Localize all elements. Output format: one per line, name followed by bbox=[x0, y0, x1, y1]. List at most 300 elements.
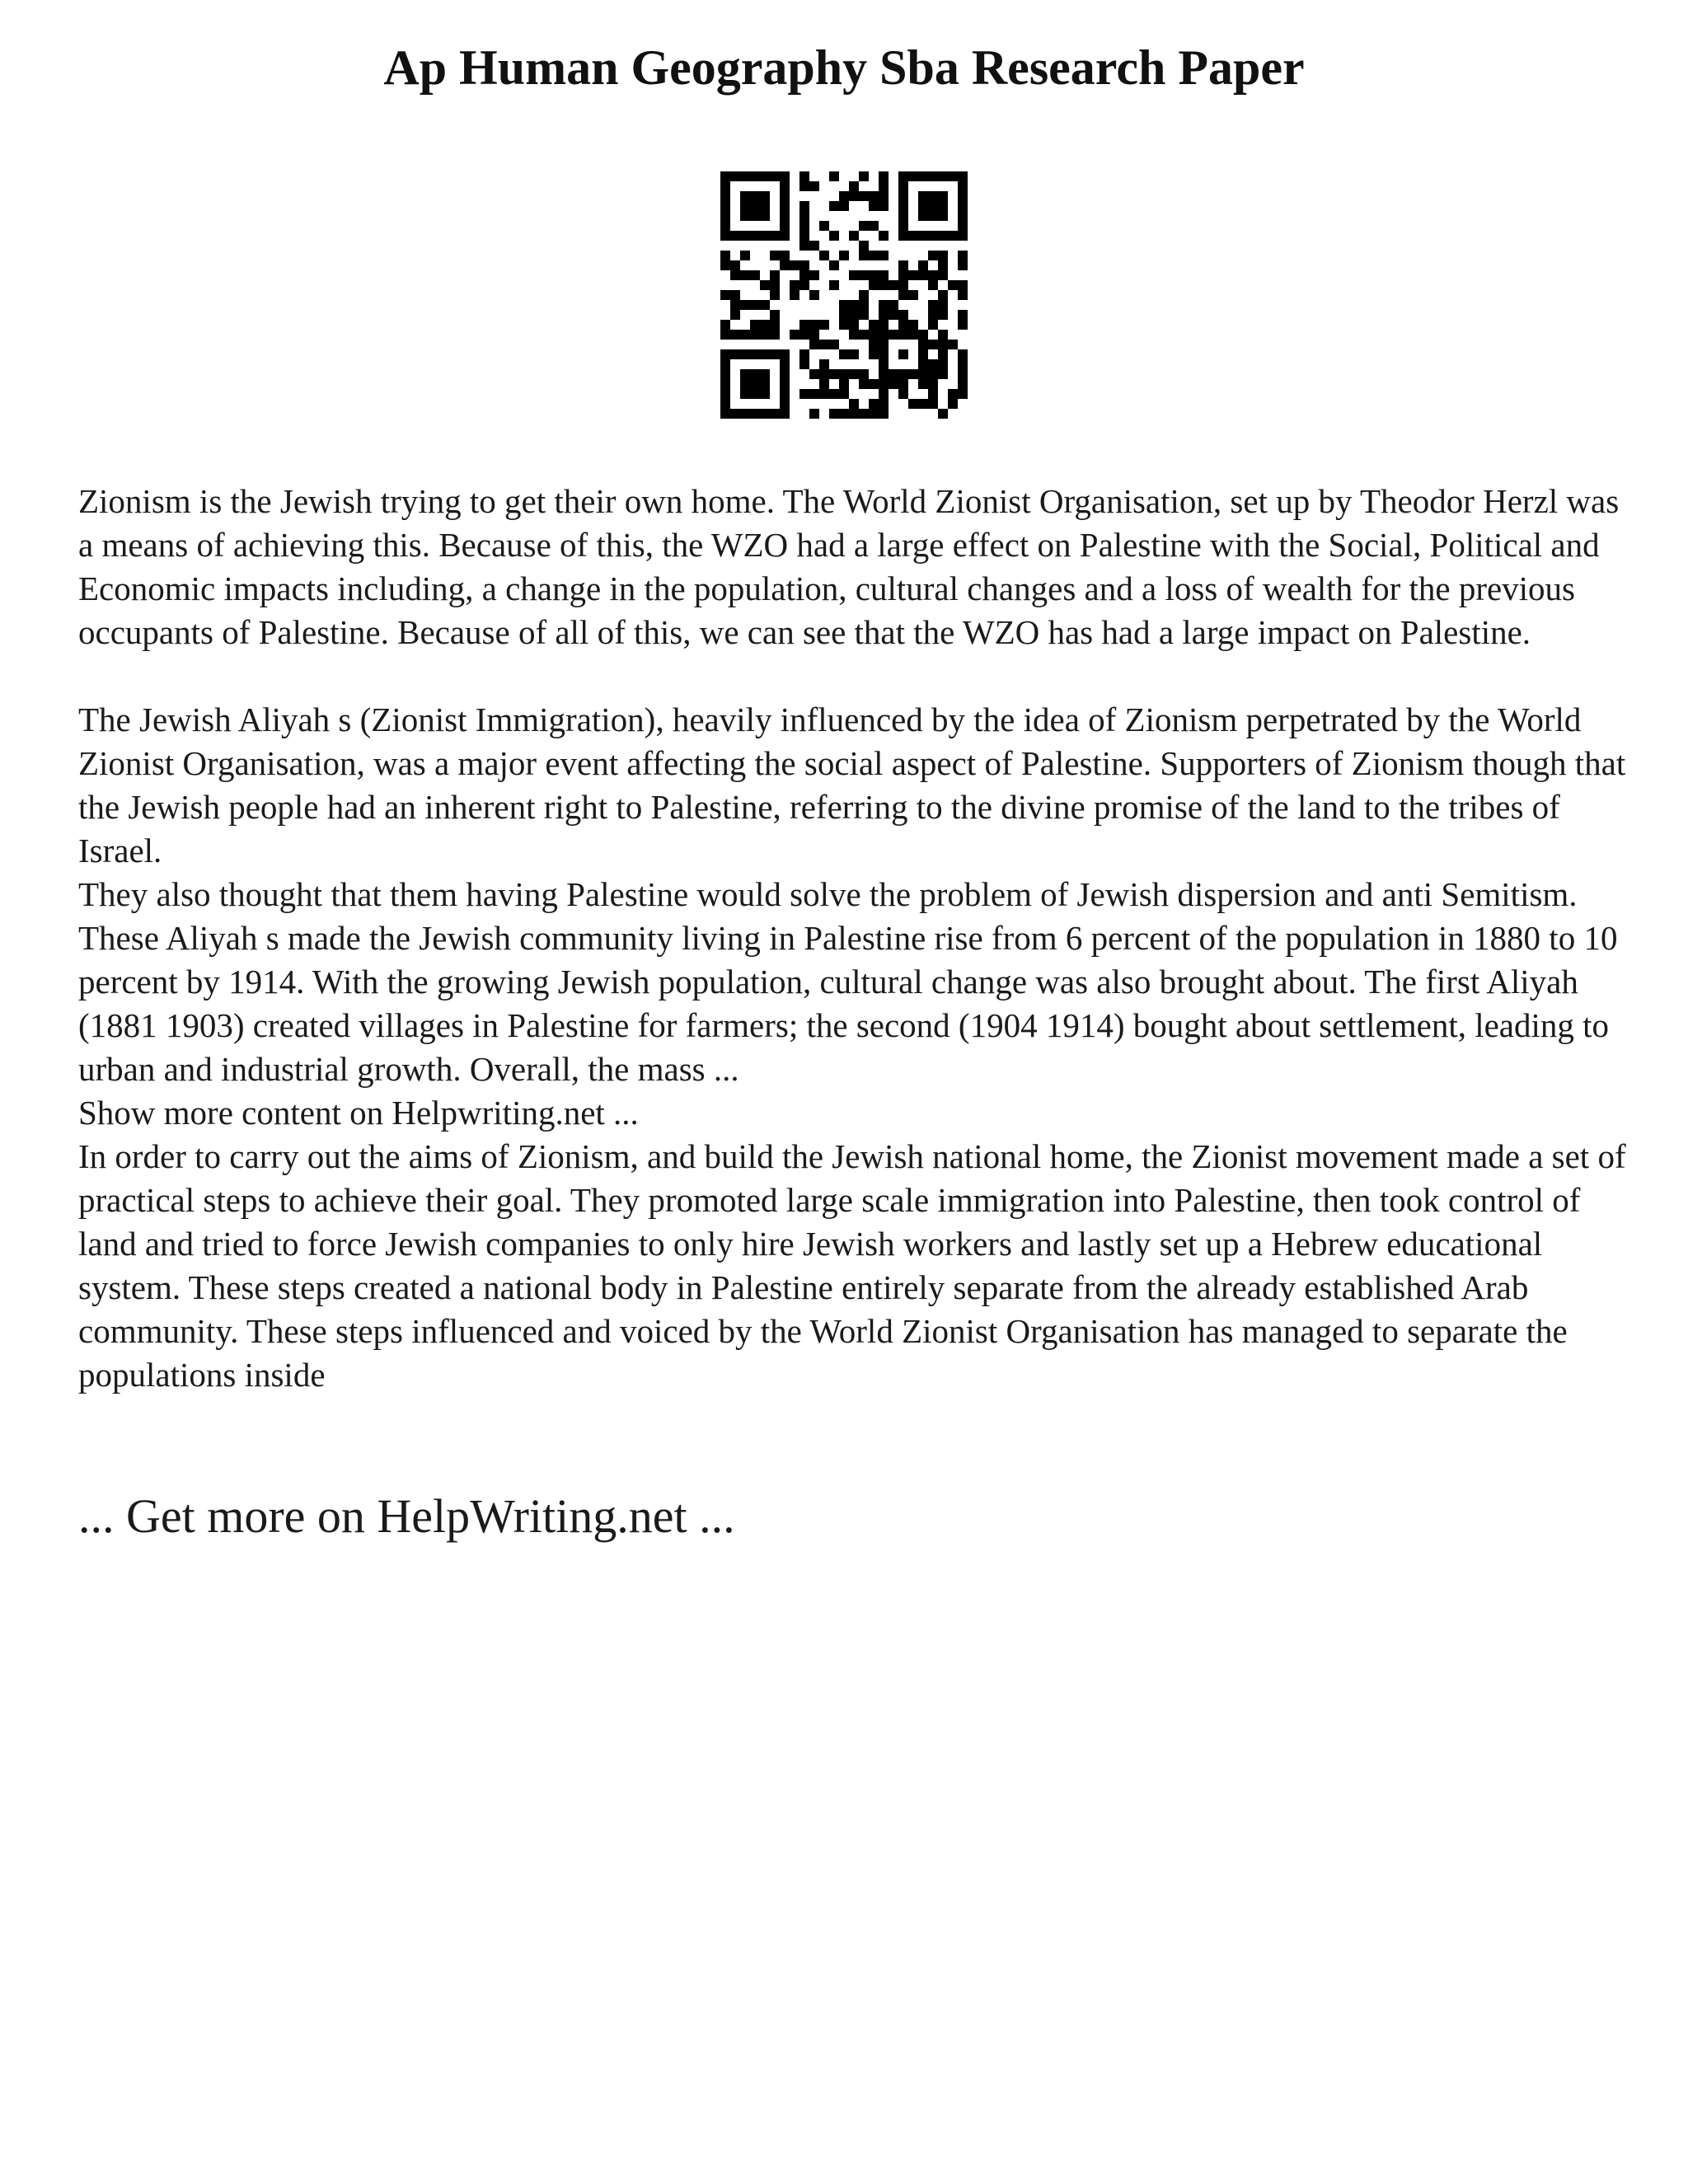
qr-module bbox=[750, 300, 760, 310]
qr-module bbox=[740, 211, 750, 221]
qr-module bbox=[760, 231, 770, 241]
qr-module bbox=[809, 389, 819, 399]
qr-module bbox=[908, 330, 918, 340]
qr-module bbox=[760, 280, 770, 290]
qr-module bbox=[938, 409, 948, 419]
qr-module bbox=[958, 389, 968, 399]
qr-module bbox=[780, 399, 790, 409]
qr-module bbox=[839, 379, 849, 389]
qr-module bbox=[958, 211, 968, 221]
qr-module bbox=[958, 181, 968, 191]
qr-module bbox=[908, 231, 918, 241]
qr-module bbox=[928, 379, 938, 389]
qr-module bbox=[898, 349, 908, 359]
qr-module bbox=[849, 231, 859, 241]
qr-module bbox=[879, 310, 889, 320]
qr-module bbox=[928, 211, 938, 221]
qr-module bbox=[829, 369, 839, 379]
qr-module bbox=[780, 221, 790, 231]
qr-module bbox=[770, 310, 780, 320]
qr-module bbox=[809, 369, 819, 379]
qr-module bbox=[938, 231, 948, 241]
qr-module bbox=[958, 201, 968, 211]
qr-module bbox=[819, 359, 829, 369]
qr-module bbox=[889, 379, 898, 389]
qr-module bbox=[928, 300, 938, 310]
qr-module bbox=[770, 231, 780, 241]
qr-module bbox=[938, 330, 948, 340]
qr-module bbox=[898, 171, 908, 181]
qr-module bbox=[720, 260, 730, 270]
qr-module bbox=[918, 260, 928, 270]
qr-module bbox=[958, 251, 968, 260]
qr-module bbox=[750, 171, 760, 181]
qr-module bbox=[720, 369, 730, 379]
qr-module bbox=[898, 379, 908, 389]
qr-module bbox=[760, 171, 770, 181]
qr-module bbox=[898, 260, 908, 270]
qr-module bbox=[849, 330, 859, 340]
qr-module bbox=[938, 211, 948, 221]
qr-module bbox=[780, 359, 790, 369]
qr-module bbox=[720, 320, 730, 330]
qr-module bbox=[849, 409, 859, 419]
qr-module bbox=[879, 201, 889, 211]
page-title: Ap Human Geography Sba Research Paper bbox=[383, 40, 1305, 95]
qr-module bbox=[938, 191, 948, 201]
qr-module bbox=[898, 320, 908, 330]
qr-module bbox=[740, 349, 750, 359]
qr-module bbox=[819, 251, 829, 260]
qr-module bbox=[928, 340, 938, 349]
qr-module bbox=[730, 349, 740, 359]
qr-module bbox=[809, 290, 819, 300]
qr-module bbox=[908, 320, 918, 330]
paragraph-practical-steps: In order to carry out the aims of Zionism, and build the Jewish national home, the Zionist movement made a set of practical steps to achieve their goal. They promoted large scale immigration into Palestine, then took control of land and tried to force Jewish companies to only hire Jewish workers and lastly set up a Hebrew educational system. These steps created a national body in Palestine entirely separate from the already established Arab community. These steps influenced and voiced by the World Zionist Organisation has managed to separate the populations inside bbox=[78, 1137, 1626, 1394]
paragraph-intro: Zionism is the Jewish trying to get their own home. The World Zionist Organisation, set up by Theodor Herzl was a means of achieving this. Because of this, the WZO had a large effect on Palestine with the Social, Political and Economic impacts including, a change in the population, cultural changes and a loss of wealth for the previous occupants of Palestine. Because of all of this, we can see that the WZO has had a large impact on Palestine. bbox=[78, 482, 1620, 651]
qr-module bbox=[879, 379, 889, 389]
qr-module bbox=[958, 369, 968, 379]
qr-code-graphic bbox=[720, 171, 968, 419]
qr-module bbox=[750, 330, 760, 340]
qr-module bbox=[898, 201, 908, 211]
qr-module bbox=[918, 349, 928, 359]
qr-module bbox=[839, 191, 849, 201]
qr-module bbox=[938, 369, 948, 379]
qr-module bbox=[869, 379, 879, 389]
qr-module bbox=[879, 359, 889, 369]
qr-module bbox=[839, 320, 849, 330]
qr-module bbox=[730, 310, 740, 320]
qr-module bbox=[928, 359, 938, 369]
qr-module bbox=[869, 349, 879, 359]
qr-module bbox=[879, 270, 889, 280]
qr-module bbox=[908, 399, 918, 409]
qr-module bbox=[869, 340, 879, 349]
qr-module bbox=[799, 270, 809, 280]
qr-module bbox=[799, 221, 809, 231]
qr-module bbox=[839, 349, 849, 359]
qr-module bbox=[730, 270, 740, 280]
qr-module bbox=[879, 389, 889, 399]
qr-module bbox=[958, 260, 968, 270]
qr-module bbox=[859, 379, 869, 389]
qr-module bbox=[799, 260, 809, 270]
qr-module bbox=[720, 221, 730, 231]
qr-module bbox=[938, 310, 948, 320]
qr-module bbox=[730, 409, 740, 419]
qr-module bbox=[740, 201, 750, 211]
qr-module bbox=[849, 399, 859, 409]
qr-module bbox=[829, 389, 839, 399]
qr-module bbox=[938, 270, 948, 280]
qr-module bbox=[760, 201, 770, 211]
qr-module bbox=[849, 310, 859, 320]
qr-code-icon bbox=[720, 171, 968, 419]
qr-module bbox=[928, 320, 938, 330]
qr-module bbox=[720, 389, 730, 399]
qr-module bbox=[938, 359, 948, 369]
qr-module bbox=[948, 280, 958, 290]
qr-module bbox=[958, 320, 968, 330]
qr-module bbox=[760, 300, 770, 310]
qr-module bbox=[799, 211, 809, 221]
qr-module bbox=[879, 330, 889, 340]
qr-module bbox=[918, 211, 928, 221]
qr-module bbox=[799, 280, 809, 290]
qr-module bbox=[799, 389, 809, 399]
qr-module bbox=[849, 369, 859, 379]
qr-module bbox=[740, 369, 750, 379]
qr-module bbox=[938, 201, 948, 211]
qr-module bbox=[740, 231, 750, 241]
qr-module bbox=[898, 389, 908, 399]
qr-module bbox=[898, 280, 908, 290]
qr-module bbox=[720, 191, 730, 201]
qr-module bbox=[938, 349, 948, 359]
qr-module bbox=[819, 389, 829, 399]
qr-module bbox=[948, 389, 958, 399]
paragraph-population: They also thought that them having Palestine would solve the problem of Jewish dispersion and anti Semitism. These Aliyah s made the Jewish community living in Palestine rise from 6 percent of the population in 1880 to 10 percent by 1914. With the growing Jewish population, cultural change was also brought about. The first Aliyah (1881 1903) created villages in Palestine for farmers; the second (1904 1914) bought about settlement, leading to urban and industrial growth. Overall, the mass ... bbox=[78, 875, 1618, 1088]
qr-module bbox=[760, 349, 770, 359]
qr-module bbox=[869, 280, 879, 290]
qr-module bbox=[889, 330, 898, 340]
qr-module bbox=[780, 251, 790, 260]
qr-module bbox=[809, 330, 819, 340]
qr-module bbox=[750, 379, 760, 389]
qr-module bbox=[879, 399, 889, 409]
qr-module bbox=[889, 300, 898, 310]
qr-module bbox=[720, 211, 730, 221]
qr-module bbox=[849, 191, 859, 201]
qr-module bbox=[780, 260, 790, 270]
qr-module bbox=[849, 181, 859, 191]
qr-module bbox=[918, 369, 928, 379]
qr-module bbox=[819, 221, 829, 231]
qr-module bbox=[730, 290, 740, 300]
qr-module bbox=[859, 241, 869, 251]
qr-module bbox=[809, 241, 819, 251]
qr-module bbox=[958, 310, 968, 320]
qr-module bbox=[879, 369, 889, 379]
qr-module bbox=[780, 409, 790, 419]
qr-module bbox=[730, 260, 740, 270]
qr-module bbox=[740, 409, 750, 419]
qr-module bbox=[819, 379, 829, 389]
qr-module bbox=[780, 181, 790, 191]
qr-module bbox=[938, 290, 948, 300]
qr-module bbox=[889, 280, 898, 290]
qr-module bbox=[839, 300, 849, 310]
qr-module bbox=[839, 201, 849, 211]
qr-module bbox=[799, 241, 809, 251]
qr-module bbox=[928, 231, 938, 241]
qr-module bbox=[829, 171, 839, 181]
qr-module bbox=[948, 399, 958, 409]
qr-module bbox=[898, 330, 908, 340]
qr-module bbox=[869, 201, 879, 211]
qr-module bbox=[918, 191, 928, 201]
qr-module bbox=[720, 231, 730, 241]
qr-module bbox=[730, 231, 740, 241]
qr-module bbox=[879, 320, 889, 330]
qr-module bbox=[938, 260, 948, 270]
qr-module bbox=[859, 310, 869, 320]
qr-module bbox=[740, 251, 750, 260]
get-more-link[interactable]: ... Get more on HelpWriting.net ... bbox=[78, 1489, 735, 1543]
qr-module bbox=[720, 399, 730, 409]
qr-module bbox=[770, 330, 780, 340]
qr-module bbox=[790, 260, 799, 270]
qr-module bbox=[780, 211, 790, 221]
qr-module bbox=[908, 270, 918, 280]
qr-module bbox=[799, 171, 809, 181]
qr-module bbox=[869, 221, 879, 231]
qr-module bbox=[750, 270, 760, 280]
qr-module bbox=[760, 409, 770, 419]
qr-module bbox=[918, 231, 928, 241]
qr-module bbox=[829, 260, 839, 270]
qr-module bbox=[720, 171, 730, 181]
qr-module bbox=[918, 330, 928, 340]
qr-module bbox=[928, 251, 938, 260]
qr-module bbox=[958, 171, 968, 181]
qr-module bbox=[750, 211, 760, 221]
qr-module bbox=[770, 320, 780, 330]
qr-module bbox=[958, 290, 968, 300]
qr-module bbox=[928, 310, 938, 320]
qr-module bbox=[819, 320, 829, 330]
qr-module bbox=[928, 201, 938, 211]
qr-module bbox=[918, 340, 928, 349]
qr-module bbox=[918, 359, 928, 369]
qr-module bbox=[958, 191, 968, 201]
qr-module bbox=[859, 330, 869, 340]
qr-module bbox=[750, 349, 760, 359]
qr-module bbox=[869, 251, 879, 260]
qr-module bbox=[859, 409, 869, 419]
qr-module bbox=[898, 270, 908, 280]
qr-module bbox=[908, 171, 918, 181]
qr-module bbox=[829, 231, 839, 241]
qr-module bbox=[720, 379, 730, 389]
qr-module bbox=[780, 171, 790, 181]
qr-module bbox=[809, 409, 819, 419]
qr-module bbox=[859, 171, 869, 181]
qr-module bbox=[859, 290, 869, 300]
qr-module bbox=[948, 171, 958, 181]
qr-module bbox=[879, 231, 889, 241]
qr-module bbox=[928, 280, 938, 290]
qr-module bbox=[898, 231, 908, 241]
qr-module bbox=[869, 320, 879, 330]
qr-module bbox=[839, 369, 849, 379]
qr-module bbox=[809, 340, 819, 349]
qr-module bbox=[730, 171, 740, 181]
qr-module bbox=[958, 221, 968, 231]
paragraph-spacer bbox=[78, 654, 1628, 698]
qr-module bbox=[958, 280, 968, 290]
qr-module bbox=[799, 201, 809, 211]
qr-module bbox=[740, 270, 750, 280]
qr-module bbox=[918, 171, 928, 181]
qr-module bbox=[859, 270, 869, 280]
qr-module bbox=[869, 270, 879, 280]
qr-module bbox=[889, 369, 898, 379]
qr-module bbox=[829, 409, 839, 419]
qr-module bbox=[859, 221, 869, 231]
qr-module bbox=[750, 369, 760, 379]
qr-module bbox=[790, 330, 799, 340]
qr-module bbox=[898, 310, 908, 320]
qr-module bbox=[938, 300, 948, 310]
qr-module bbox=[750, 389, 760, 399]
qr-module bbox=[780, 201, 790, 211]
qr-module bbox=[928, 389, 938, 399]
qr-module bbox=[958, 379, 968, 389]
qr-module bbox=[849, 349, 859, 359]
qr-module bbox=[889, 310, 898, 320]
qr-module bbox=[879, 191, 889, 201]
qr-module bbox=[770, 280, 780, 290]
qr-module bbox=[869, 399, 879, 409]
qr-module bbox=[879, 409, 889, 419]
qr-module bbox=[740, 191, 750, 201]
qr-module bbox=[928, 399, 938, 409]
qr-module bbox=[760, 191, 770, 201]
qr-module bbox=[859, 369, 869, 379]
qr-module bbox=[760, 389, 770, 399]
qr-module bbox=[879, 300, 889, 310]
show-more-link[interactable]: Show more content on Helpwriting.net ... bbox=[78, 1094, 639, 1132]
qr-module bbox=[760, 211, 770, 221]
qr-module bbox=[928, 191, 938, 201]
qr-module bbox=[770, 290, 780, 300]
qr-module bbox=[750, 409, 760, 419]
qr-module bbox=[918, 201, 928, 211]
qr-module bbox=[799, 349, 809, 359]
qr-module bbox=[780, 389, 790, 399]
qr-module bbox=[799, 231, 809, 241]
qr-module bbox=[809, 270, 819, 280]
qr-module bbox=[908, 369, 918, 379]
qr-module bbox=[839, 310, 849, 320]
qr-module bbox=[720, 290, 730, 300]
qr-module bbox=[898, 290, 908, 300]
qr-module bbox=[730, 330, 740, 340]
qr-module bbox=[869, 409, 879, 419]
qr-module bbox=[859, 251, 869, 260]
qr-module bbox=[879, 181, 889, 191]
qr-module bbox=[879, 171, 889, 181]
qr-module bbox=[760, 330, 770, 340]
qr-module bbox=[750, 201, 760, 211]
qr-module bbox=[958, 231, 968, 241]
qr-module bbox=[938, 171, 948, 181]
qr-module bbox=[760, 379, 770, 389]
qr-module bbox=[780, 231, 790, 241]
qr-module bbox=[819, 369, 829, 379]
qr-module bbox=[839, 389, 849, 399]
qr-module bbox=[760, 369, 770, 379]
qr-module bbox=[740, 330, 750, 340]
qr-module bbox=[770, 251, 780, 260]
qr-module bbox=[908, 290, 918, 300]
qr-module bbox=[780, 191, 790, 201]
qr-module bbox=[839, 409, 849, 419]
qr-module bbox=[869, 330, 879, 340]
qr-module bbox=[938, 251, 948, 260]
qr-module bbox=[720, 251, 730, 260]
qr-module bbox=[740, 300, 750, 310]
qr-module bbox=[799, 181, 809, 191]
qr-module bbox=[740, 171, 750, 181]
qr-module bbox=[879, 280, 889, 290]
qr-module bbox=[720, 181, 730, 191]
qr-module bbox=[898, 211, 908, 221]
qr-module bbox=[809, 181, 819, 191]
qr-module bbox=[918, 399, 928, 409]
paragraph-aliyah: The Jewish Aliyah s (Zionist Immigration), heavily influenced by the idea of Zionism perpetrated by the World Zionist Organisation, was a major event affecting the social aspect of Palestine. Supporters of Zionism though that the Jewish people had an inherent right to Palestine, referring to the divine promise of the land to the tribes of Israel. bbox=[78, 701, 1626, 869]
qr-module bbox=[849, 270, 859, 280]
qr-module bbox=[799, 330, 809, 340]
qr-module bbox=[770, 171, 780, 181]
qr-module bbox=[809, 320, 819, 330]
qr-module bbox=[770, 409, 780, 419]
qr-module bbox=[730, 300, 740, 310]
qr-module bbox=[720, 201, 730, 211]
qr-module bbox=[879, 251, 889, 260]
qr-module bbox=[720, 359, 730, 369]
qr-module bbox=[859, 300, 869, 310]
qr-module bbox=[790, 280, 799, 290]
article-body bbox=[78, 480, 1628, 1397]
qr-module bbox=[750, 191, 760, 201]
qr-module bbox=[780, 369, 790, 379]
qr-module bbox=[879, 340, 889, 349]
qr-module bbox=[790, 290, 799, 300]
qr-module bbox=[898, 181, 908, 191]
qr-module bbox=[869, 191, 879, 201]
qr-module bbox=[740, 379, 750, 389]
qr-module bbox=[918, 379, 928, 389]
qr-module bbox=[740, 389, 750, 399]
qr-module bbox=[898, 191, 908, 201]
qr-module bbox=[799, 320, 809, 330]
qr-module bbox=[780, 349, 790, 359]
qr-module bbox=[829, 280, 839, 290]
qr-module bbox=[898, 221, 908, 231]
